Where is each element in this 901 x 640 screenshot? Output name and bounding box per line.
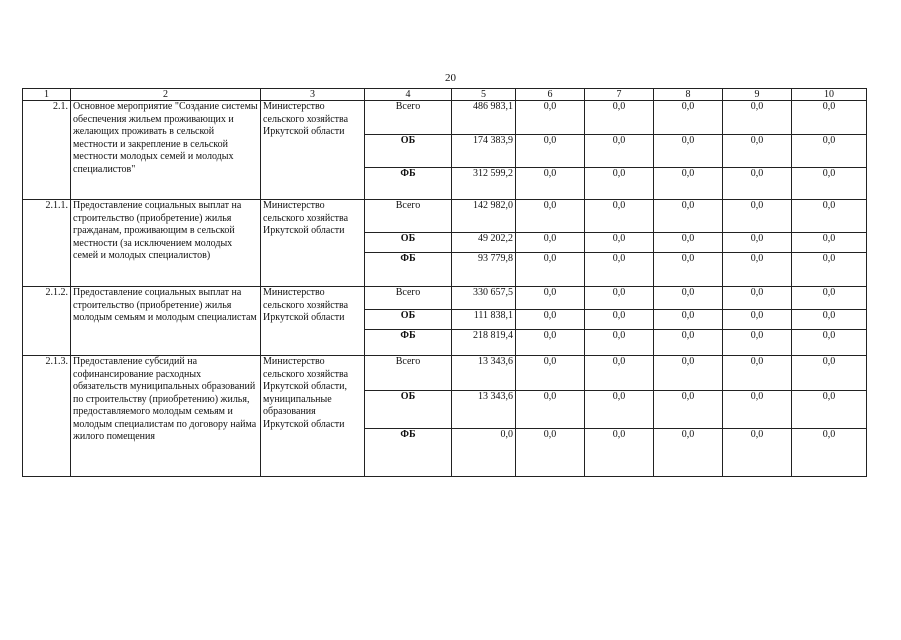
year-amount: 0,0 [723,253,792,287]
year-amount: 0,0 [723,135,792,168]
year-amount: 0,0 [723,330,792,356]
year-amount: 0,0 [723,356,792,391]
year-amount: 0,0 [654,101,723,135]
year-amount: 0,0 [723,233,792,253]
funding-source: ФБ [365,330,452,356]
year-amount: 0,0 [792,200,867,233]
year-amount: 0,0 [516,310,585,330]
year-amount: 0,0 [585,356,654,391]
total-amount: 174 383,9 [452,135,516,168]
year-amount: 0,0 [654,168,723,200]
year-amount: 0,0 [723,391,792,429]
total-amount: 49 202,2 [452,233,516,253]
year-amount: 0,0 [585,101,654,135]
year-amount: 0,0 [654,310,723,330]
year-amount: 0,0 [585,391,654,429]
column-number: 8 [654,89,723,101]
year-amount: 0,0 [516,101,585,135]
funding-source: Всего [365,200,452,233]
year-amount: 0,0 [585,233,654,253]
total-amount: 218 819,4 [452,330,516,356]
year-amount: 0,0 [516,287,585,310]
measure-number: 2.1.1. [23,200,71,287]
table-row [23,287,867,310]
column-number: 1 [23,89,71,101]
year-amount: 0,0 [585,253,654,287]
year-amount: 0,0 [654,429,723,477]
year-amount: 0,0 [516,429,585,477]
measure-name: Предоставление социальных выплат на строительство (приобретение) жилья гражданам, проживающим в сельской местности (за исключением молодых семей и молодых специалистов) [71,200,261,287]
year-amount: 0,0 [792,429,867,477]
year-amount: 0,0 [792,233,867,253]
funding-source: Всего [365,356,452,391]
table-row [23,200,867,233]
funding-source: ФБ [365,168,452,200]
total-amount: 93 779,8 [452,253,516,287]
year-amount: 0,0 [585,200,654,233]
measure-number: 2.1. [23,101,71,200]
year-amount: 0,0 [516,233,585,253]
year-amount: 0,0 [792,253,867,287]
column-number: 4 [365,89,452,101]
responsible-executor: Министерство сельского хозяйства Иркутской области [261,101,365,200]
year-amount: 0,0 [792,330,867,356]
year-amount: 0,0 [585,310,654,330]
year-amount: 0,0 [723,310,792,330]
total-amount: 13 343,6 [452,356,516,391]
column-number-row [23,89,867,101]
year-amount: 0,0 [654,287,723,310]
year-amount: 0,0 [585,429,654,477]
total-amount: 0,0 [452,429,516,477]
year-amount: 0,0 [516,391,585,429]
year-amount: 0,0 [792,391,867,429]
year-amount: 0,0 [792,310,867,330]
year-amount: 0,0 [792,356,867,391]
funding-source: ОБ [365,391,452,429]
year-amount: 0,0 [516,330,585,356]
column-number: 2 [71,89,261,101]
year-amount: 0,0 [792,287,867,310]
year-amount: 0,0 [723,101,792,135]
measure-name: Предоставление социальных выплат на строительство (приобретение) жилья молодым семьям и молодым специалистам [71,287,261,356]
funding-source: ОБ [365,310,452,330]
funding-source: ОБ [365,233,452,253]
responsible-executor: Министерство сельского хозяйства Иркутской области, муниципальные образования Иркутской области [261,356,365,477]
year-amount: 0,0 [723,168,792,200]
year-amount: 0,0 [654,233,723,253]
year-amount: 0,0 [585,168,654,200]
year-amount: 0,0 [723,287,792,310]
funding-source: ФБ [365,429,452,477]
total-amount: 330 657,5 [452,287,516,310]
responsible-executor: Министерство сельского хозяйства Иркутской области [261,287,365,356]
year-amount: 0,0 [585,287,654,310]
table-row [23,101,867,135]
total-amount: 312 599,2 [452,168,516,200]
year-amount: 0,0 [792,135,867,168]
year-amount: 0,0 [654,356,723,391]
year-amount: 0,0 [585,135,654,168]
column-number: 9 [723,89,792,101]
column-number: 5 [452,89,516,101]
year-amount: 0,0 [654,200,723,233]
measure-number: 2.1.3. [23,356,71,477]
year-amount: 0,0 [654,330,723,356]
measure-name: Предоставление субсидий на софинансирование расходных обязательств муниципальных образований по строительству (приобретению) жилья, предоставляемого молодым семьям и молодым специалистам по договору найма жилого помещения [71,356,261,477]
measure-number: 2.1.2. [23,287,71,356]
year-amount: 0,0 [654,253,723,287]
column-number: 6 [516,89,585,101]
column-number: 3 [261,89,365,101]
year-amount: 0,0 [516,135,585,168]
total-amount: 142 982,0 [452,200,516,233]
year-amount: 0,0 [654,391,723,429]
measure-name: Основное мероприятие "Создание системы обеспечения жильем проживающих и желающих проживать в сельской местности и закрепление в сельской местности молодых семей и молодых специалистов" [71,101,261,200]
funding-source: ФБ [365,253,452,287]
year-amount: 0,0 [654,135,723,168]
year-amount: 0,0 [585,330,654,356]
total-amount: 111 838,1 [452,310,516,330]
year-amount: 0,0 [723,429,792,477]
funding-source: ОБ [365,135,452,168]
year-amount: 0,0 [792,168,867,200]
total-amount: 486 983,1 [452,101,516,135]
year-amount: 0,0 [516,356,585,391]
table-row [23,356,867,391]
year-amount: 0,0 [516,168,585,200]
column-number: 10 [792,89,867,101]
year-amount: 0,0 [792,101,867,135]
funding-source: Всего [365,101,452,135]
page-number: 20 [445,72,456,84]
year-amount: 0,0 [516,200,585,233]
total-amount: 13 343,6 [452,391,516,429]
program-table [22,88,867,477]
responsible-executor: Министерство сельского хозяйства Иркутской области [261,200,365,287]
column-number: 7 [585,89,654,101]
year-amount: 0,0 [516,253,585,287]
year-amount: 0,0 [723,200,792,233]
funding-source: Всего [365,287,452,310]
